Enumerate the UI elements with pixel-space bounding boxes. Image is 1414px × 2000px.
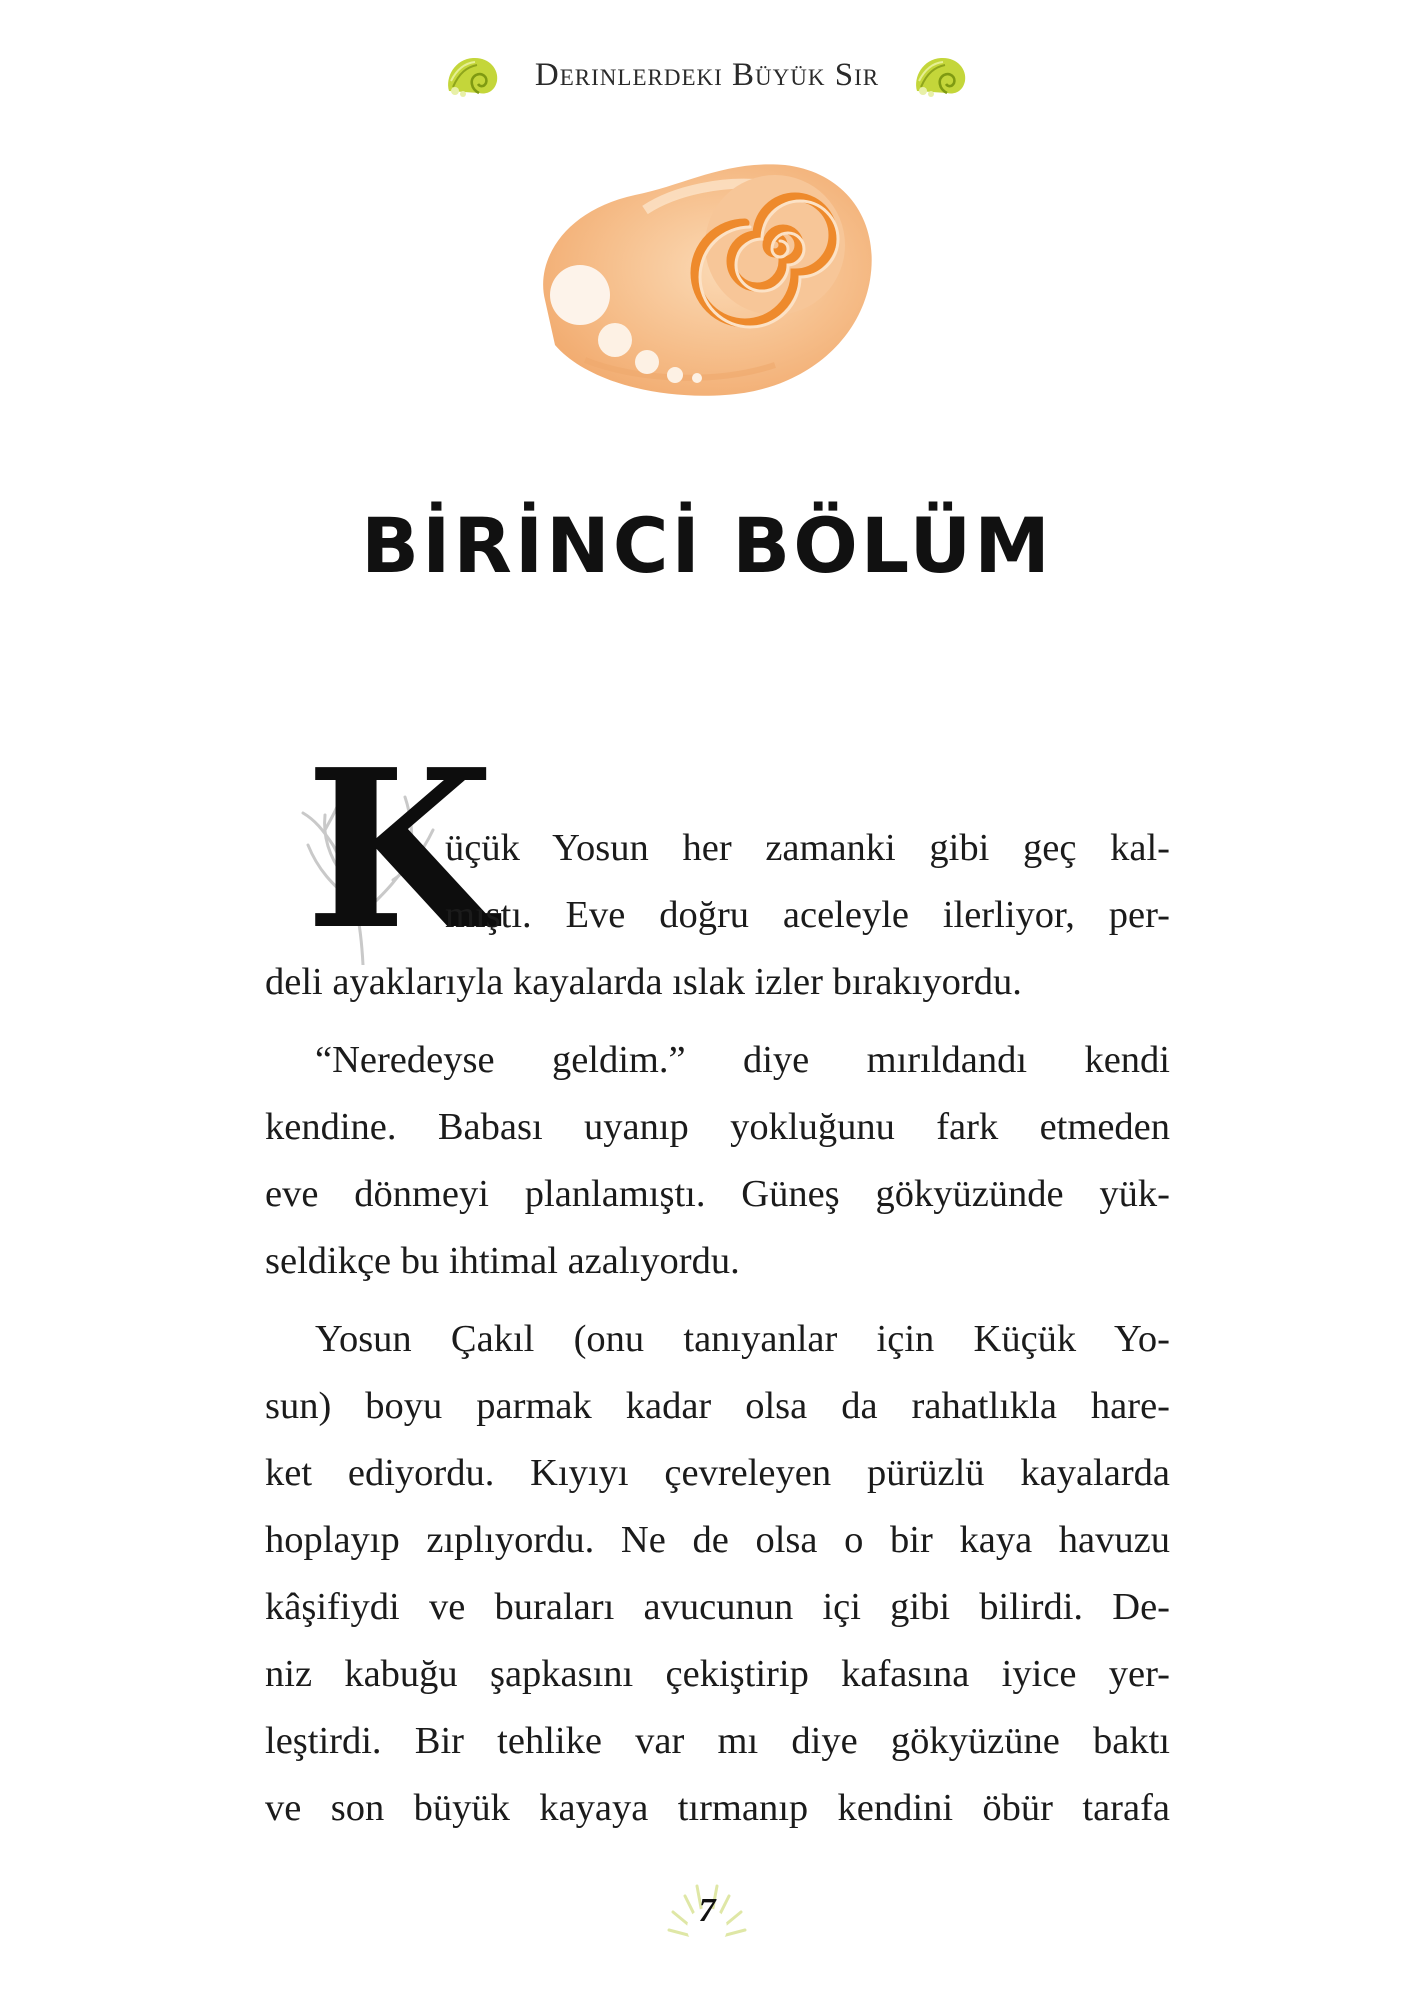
running-title: Derinlerdeki Büyük Sır — [534, 56, 880, 93]
text-line: “Neredeyse geldim.” diye mırıldandı kendi — [315, 1039, 1170, 1081]
text-line: seldikçe bu ihtimal azalıyordu. — [265, 1240, 740, 1282]
text-line: eve dönmeyi planlamıştı. Güneş gökyüzünde yük- — [265, 1173, 1170, 1215]
text-line: ve son büyük kayaya tırmanıp kendini öbür tarafa — [265, 1787, 1170, 1829]
text-line: mıştı. Eve doğru aceleyle ilerliyor, per- — [445, 894, 1170, 936]
page-number: 7 — [698, 1892, 716, 1929]
text-line: ket ediyordu. Kıyıyı çevreleyen pürüzlü kayalarda — [265, 1452, 1170, 1494]
chapter-seashell-illustration — [525, 150, 885, 410]
running-header — [0, 40, 1414, 110]
paragraph-1 — [265, 815, 1170, 1016]
page-number-ornament — [657, 1870, 757, 1960]
text-line: kendine. Babası uyanıp yokluğunu fark etmeden — [265, 1106, 1170, 1148]
text-line: hoplayıp zıplıyordu. Ne de olsa o bir kaya havuzu — [265, 1519, 1170, 1561]
text-line: deli ayaklarıyla kayalarda ıslak izler bırakıyordu. — [265, 961, 1022, 1003]
paragraph-2 — [265, 1027, 1170, 1295]
text-line: Yosun Çakıl (onu tanıyanlar için Küçük Yo- — [315, 1318, 1170, 1360]
text-line: üçük Yosun her zamanki gibi geç kal- — [445, 827, 1170, 869]
text-line: niz kabuğu şapkasını çekiştirip kafasına iyice yer- — [265, 1653, 1170, 1695]
body-text — [265, 815, 1170, 1842]
seashell-icon — [443, 51, 503, 99]
drop-cap-letter: K — [305, 722, 495, 978]
seashell-icon — [911, 51, 971, 99]
text-line: leştirdi. Bir tehlike var mı diye gökyüzüne baktı — [265, 1720, 1170, 1762]
text-line: kâşifiydi ve buraları avucunun içi gibi bilirdi. De- — [265, 1586, 1170, 1628]
text-line: sun) boyu parmak kadar olsa da rahatlıkla hare- — [265, 1385, 1170, 1427]
paragraph-3 — [265, 1306, 1170, 1842]
chapter-title: BİRİNCİ BÖLÜM — [361, 501, 1053, 590]
